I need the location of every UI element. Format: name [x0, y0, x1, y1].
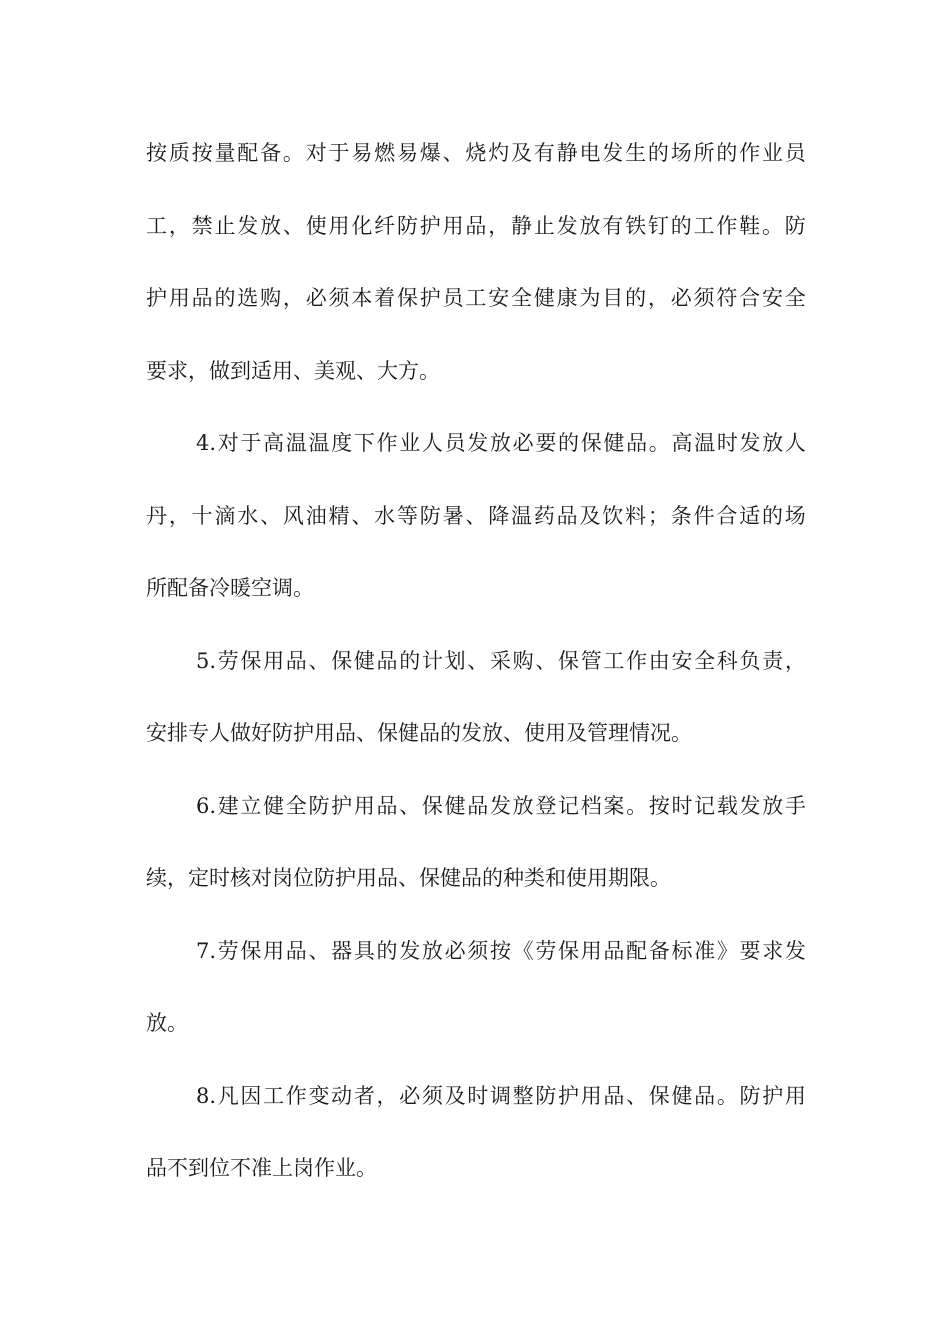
list-item-8-first-line: 8. 凡 因 工 作 变 动 者 ， 必 须 及 时 调 整 防 护 用 品 、 保 健 品 。 防 护 用	[196, 1083, 806, 1108]
document-body	[146, 133, 806, 1221]
text-line: 续，定时核对岗位防护用品、保健品的种类和使用期限。	[146, 866, 671, 890]
text-line: 按 质 按 量 配 备 。 对 于 易 燃 易 爆 、 烧 灼 及 有 静 电 发 生 的 场 所 的 作 业 员	[146, 141, 806, 165]
text-line: 护 用 品 的 选 购 ， 必 须 本 着 保 护 员 工 安 全 健 康 为 目 的 ， 必 须 符 合 安 全	[146, 286, 806, 310]
text-line: 所配备冷暖空调。	[146, 576, 314, 600]
text-line: 工 ， 禁 止 发 放 、 使 用 化 纤 防 护 用 品 ， 静 止 发 放 有 铁 钉 的 工 作 鞋 。 防	[146, 213, 806, 238]
text-line: 要求，做到适用、美观、大方。	[146, 358, 440, 383]
list-item-7-first-line: 7. 劳 保 用 品 、 器 具 的 发 放 必 须 按 《 劳 保 用 品 配 备 标 准 》 要 求 发	[196, 938, 806, 963]
list-item-6-first-line: 6. 建 立 健 全 防 护 用 品 、 保 健 品 发 放 登 记 档 案 。 按 时 记 载 发 放 手	[196, 793, 806, 818]
text-line: 放。	[146, 1011, 188, 1035]
text-line: 丹 ， 十 滴 水 、 风 油 精 、 水 等 防 暑 、 降 温 药 品 及 饮 料 ； 条 件 合 适 的 场	[146, 503, 806, 528]
text-line: 安排专人做好防护用品、保健品的发放、使用及管理情况。	[146, 721, 692, 745]
list-item-4-first-line: 4. 对 于 高 温 温 度 下 作 业 人 员 发 放 必 要 的 保 健 品 。 高 温 时 发 放 人	[196, 431, 806, 455]
text-line: 品不到位不准上岗作业。	[146, 1156, 377, 1180]
list-item-5-first-line: 5. 劳 保 用 品 、 保 健 品 的 计 划 、 采 购 、 保 管 工 作 由 安 全 科 负 责 ，	[196, 648, 806, 673]
